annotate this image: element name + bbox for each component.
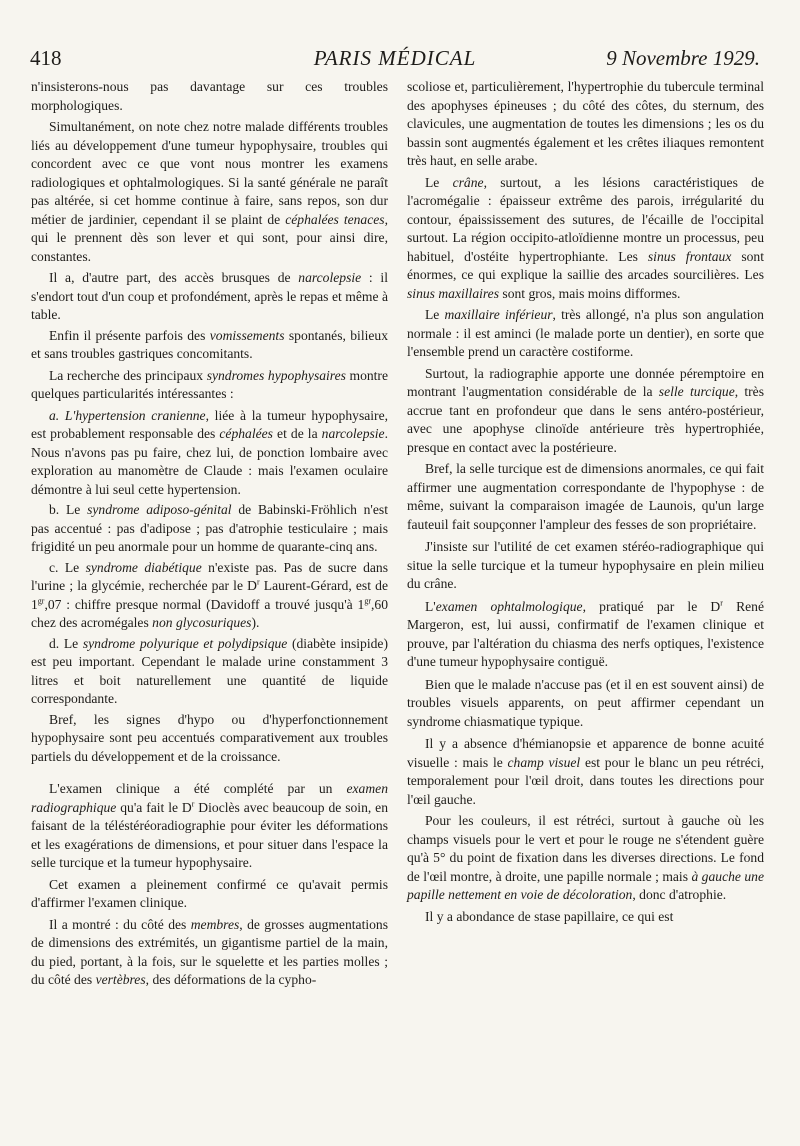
paragraph: Il a montré : du côté des membres, de grosses augmentations de dimensions des extrémités, un gigantisme partiel de la main, du pied, portant, à la fois, sur le squelette et les parties molles ; du côté des vertèbres, des déformations de la cypho-: [31, 916, 389, 987]
list-item: d. Le syndrome polyurique et polydipsique (diabète insipide) est peu important. Cependant le malade urine constamment 3 litres et boit naturellement une quantité de liquide correspondante.: [31, 635, 388, 706]
list-item: b. Le syndrome adiposo-génital de Babinski-Fröhlich n'est pas accentué : pas d'adipose ; pas d'atrophie testiculaire ; mais frigidité un peu anormale pour un homme de quarante-cinq ans.: [31, 502, 388, 554]
paragraph: Surtout, la radiographie apporte une donnée péremptoire en montrant l'augmentation considérable de la selle turcique, très accrue tant en profondeur que dans le sens antéro-postérieur, avec une apophyse clinoïde antérieure très hypertrophiée, presque en contact avec la postérieure.: [407, 365, 765, 455]
paragraph: Il a, d'autre part, des accès brusques de narcolepsie : il s'endort tout d'un coup et profondément, après le repas et même à table.: [31, 270, 388, 322]
paragraph: Bien que le malade n'accuse pas (et il en est souvent ainsi) de troubles visuels apparents, on peut affirmer cependant un syndrome chiasmatique typique.: [407, 676, 764, 729]
paragraph: J'insiste sur l'utilité de cet examen stéréo-radiographique qui situe la selle turcique et la tumeur hypophysaire en plein milieu du crâne.: [407, 539, 764, 591]
paragraph: Le maxillaire inférieur, très allongé, n'a plus son angulation normale : il est aminci (le malade porte un dentier), en sorte que l'ensemble prend un caractère costiforme.: [407, 307, 764, 359]
paragraph: Il y a absence d'hémianopsie et apparence de bonne acuité visuelle : mais le champ visuel est pour le blanc un peu rétréci, temporalement pour l'œil droit, dans toutes les directions pour l'œil gauche.: [407, 736, 764, 807]
paragraph: n'insisterons-nous pas davantage sur ces troubles morphologiques.: [31, 79, 388, 113]
paragraph: scoliose et, particulièrement, l'hypertrophie du tubercule terminal des apophyses épineuses ; du côté des côtes, du sternum, des clavicules, une augmentation de toutes les dimensions ; les os du bassin sont augmentés également et les crêtes iliaques remontent très haut, en selle arabe.: [407, 79, 764, 168]
paragraph: Enfin il présente parfois des vomissements spontanés, bilieux et sans troubles gastriques concomitants.: [31, 327, 389, 361]
left-column: [31, 78, 388, 993]
paragraph: L'examen ophtalmologique, pratiqué par le $D^r$ René Margeron, est, lui aussi, confirmatif de l'examen clinique et prouve, par l'altération du chiasma des nerfs optiques, l'existence d'une tumeur hypophysaire contiguë.: [407, 597, 764, 669]
issue-date: 9 Novembre 1929.: [606, 46, 760, 70]
paragraph: Simultanément, on note chez notre malade différents troubles liés au développement d'une tumeur hypophysaire, troubles qui concordent avec ce que vont nous montrer les examens radiologiques et ophtalmologiques. Si la santé générale ne paraît pas altérée, si cet homme continue à faire, sans repos, son dur métier de jardinier, cependant il se plaint de céphalées tenaces, qui le prennent dès son lever et qui sont, pour ainsi dire, constantes.: [31, 119, 388, 264]
paragraph: L'examen clinique a été complété par un examen radiographique qu'a fait le $D^r$ Dioclès avec beaucoup de soin, en faisant de la téléstéréoradiographie pour éviter les déformations et les exagérations de dimensions, et pour situer dans l'espace la selle turcique et la tumeur hypophysaire.: [31, 781, 388, 870]
page-header: [30, 46, 760, 76]
paragraph: La recherche des principaux syndromes hypophysaires montre quelques particularités intéressantes :: [31, 367, 388, 401]
journal-title: PARIS MÉDICAL: [313, 46, 477, 70]
paragraph: Le crâne, surtout, a les lésions caractéristiques de l'acromégalie : épaisseur extrême des parois, irrégularité du contour, épaississement des sutures, de l'écaille de l'occipital surtout. La région occipito-atloïdienne montre un processus, peu habituel, d'ostéite hypertrophiante. Les sinus frontaux sont énormes, ce qui explique la saillie des arcades sourcilières. Les sinus maxillaires sont gros, mais moins difformes.: [407, 174, 764, 301]
paragraph: Il y a abondance de stase papillaire, ce qui est: [425, 908, 674, 924]
paragraph: Bref, les signes d'hypo ou d'hyperfonctionnement hypophysaire sont peu accentués comparativement aux troubles partiels du développement et de la croissance.: [31, 711, 388, 764]
page-number: 418: [30, 46, 62, 70]
paragraph: Cet examen a pleinement confirmé ce qu'avait permis d'affirmer l'examen clinique.: [31, 876, 388, 910]
right-column: [407, 78, 764, 929]
list-item: c. Le syndrome diabétique n'existe pas. Pas de sucre dans l'urine ; la glycémie, recherchée par le $D^r$ Laurent-Gérard, est de $1^{gr},07$ : chiffre presque normal (Davidoff a trouvé jusqu'à $1^{gr},60$ chez des acromégales non glycosuriques).: [31, 559, 388, 630]
list-item: a. L'hypertension cranienne, liée à la tumeur hypophysaire, est probablement responsable des céphalées et de la narcolepsie. Nous n'avons pas pu faire, chez lui, de ponction lombaire avec exploration au manomètre de Claude : mais l'examen oculaire démontre à lui seul cette hypertension.: [31, 407, 389, 497]
paragraph: Pour les couleurs, il est rétréci, surtout à gauche où les champs visuels pour le vert et pour le rouge ne s'étendent guère qu'à 5° du point de fixation dans les diverses directions. Le fond de l'œil montre, à droite, une papille normale ; mais à gauche une papille nettement en voie de décoloration, donc d'atrophie.: [407, 813, 765, 902]
paragraph: Bref, la selle turcique est de dimensions anormales, ce qui fait affirmer une augmentation correspondante de l'hypophyse : de même, suivant la comparaison imagée de Launois, qu'un large fauteuil fait soupçonner l'ampleur des fesses de son propriétaire.: [407, 461, 764, 532]
